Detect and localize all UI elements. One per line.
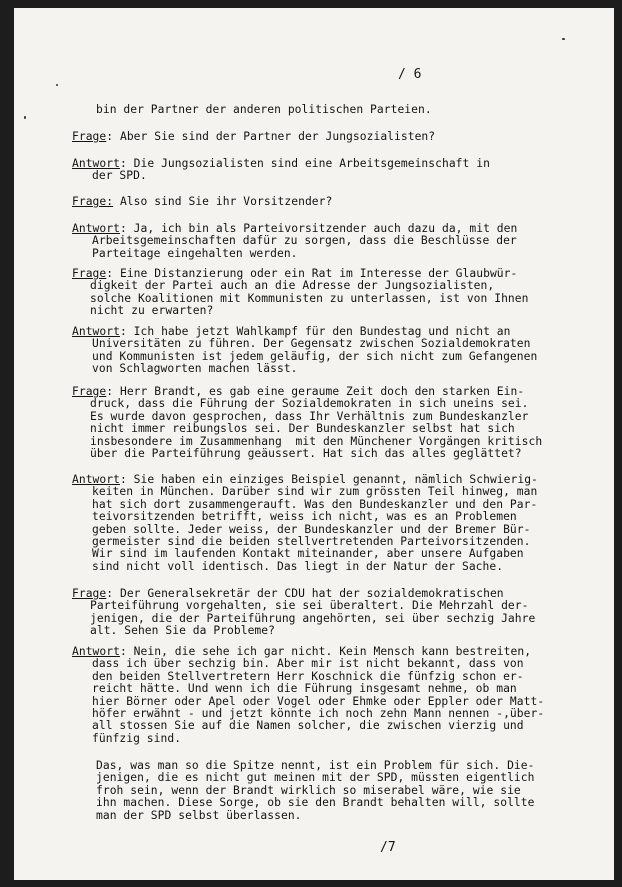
text-line: über die Parteiführung geäussert. Hat sich das alles geglättet? <box>90 447 522 461</box>
question-block <box>72 131 435 143</box>
question-block <box>72 196 332 208</box>
line-text: : Sie haben ein einziges Beispiel genannt, nämlich Schwierig- <box>119 473 538 486</box>
text-line: ihn machen. Diese Sorge, ob sie den Brandt behalten will, sollte <box>96 796 535 810</box>
answer-block <box>72 158 490 183</box>
text-line: froh sein, wenn der Brandt wirklich so miserabel wäre, wie sie <box>96 783 521 797</box>
answer-block <box>72 223 517 260</box>
line-text: : Herr Brandt, es gab eine geraume Zeit doch den starken Ein- <box>106 385 525 398</box>
text-line: Parteitage eingehalten werden. <box>92 246 298 260</box>
text-line: dass ich über sechzig bin. Aber mir ist nicht bekannt, dass von <box>92 657 524 671</box>
text-line: Es wurde davon gesprochen, dass Ihr Verhältnis zum Bundeskanzler <box>90 409 529 423</box>
text-line: druck, dass die Führung der Sozialdemokraten in sich uneins sei. <box>90 397 529 411</box>
page-number-top: / 6 <box>398 67 422 82</box>
line-text: : Der Generalsekretär der CDU hat der sozialdemokratischen <box>106 587 504 600</box>
speaker-label-frage: Frage <box>72 385 107 398</box>
speaker-label-frage: Frage: <box>72 195 114 208</box>
text-line: hat sich dort zusammengerauft. Was den Bundeskanzler und den Par- <box>92 497 538 511</box>
speaker-label-frage: Frage <box>72 267 107 280</box>
page-number-bottom: /7 <box>380 840 396 855</box>
text-line: und Kommunisten ist jedem geläufig, der sich nicht zum Gefangenen <box>92 349 538 363</box>
text-line: nicht immer reibungslos sei. Der Bundeskanzler selbst hat sich <box>90 422 515 436</box>
paragraph-block <box>96 760 534 822</box>
line-text: Also sind Sie ihr Vorsitzender? <box>113 195 333 208</box>
line-text: : Aber Sie sind der Partner der Jungsozialisten? <box>106 130 436 143</box>
text-line: von Schlagworten machen lässt. <box>92 362 298 376</box>
text-line: Parteiführung vorgehalten, sie sei überaltert. Die Mehrzahl der- <box>90 599 529 613</box>
text-line: hier Börner oder Apel oder Vogel oder Ehmke oder Eppler oder Matt- <box>92 694 545 708</box>
text-line: fünfzig sind. <box>92 731 182 745</box>
scan-speck <box>562 38 565 40</box>
line-text: : Die Jungsozialisten sind eine Arbeitsgemeinschaft in <box>119 157 490 170</box>
speaker-label-frage: Frage <box>72 587 107 600</box>
speaker-label-antwort: Antwort <box>72 645 120 658</box>
text-line: insbesondere im Zusammenhang mit den Münchener Vorgängen kritisch <box>90 434 543 448</box>
text-line: Das, was man so die Spitze nennt, ist ein Problem für sich. Die- <box>96 759 535 772</box>
answer-block <box>72 474 538 573</box>
text-line: Universitäten zu führen. Der Gegensatz zwischen Sozialdemokraten <box>92 337 531 351</box>
answer-block <box>72 646 544 745</box>
scan-speck <box>24 116 26 119</box>
text-line: all stossen Sie auf die Namen solcher, die zwischen vierzig und <box>92 719 524 733</box>
text-line: bin der Partner der anderen politischen Parteien. <box>96 103 432 116</box>
text-line: den beiden Stellvertretern Herr Koschnick die fünfzig schon er- <box>92 669 524 683</box>
answer-block <box>72 326 537 376</box>
speaker-label-frage: Frage <box>72 130 107 143</box>
text-line: der SPD. <box>92 169 147 183</box>
text-line: solche Koalitionen mit Kommunisten zu unterlassen, ist von Ihnen <box>90 291 529 305</box>
speaker-label-antwort: Antwort <box>72 222 120 235</box>
document-page <box>14 8 614 880</box>
question-block <box>72 268 528 318</box>
paragraph-block <box>96 104 432 116</box>
text-line: jenigen, die der Parteiführung angehörten, sei über sechzig Jahre <box>90 611 536 625</box>
text-line: nicht zu erwarten? <box>90 304 214 318</box>
line-text: : Ja, ich bin als Parteivorsitzender auch dazu da, mit den <box>119 222 518 235</box>
speaker-label-antwort: Antwort <box>72 473 120 486</box>
text-line: geben sollte. Jeder weiss, der Bundeskanzler und der Bremer Bür- <box>92 522 531 536</box>
text-line: reicht hätte. Und wenn ich die Führung insgesamt nehme, ob man <box>92 682 517 696</box>
line-text: : Ich habe jetzt Wahlkampf für den Bundestag und nicht an <box>119 325 511 338</box>
speaker-label-antwort: Antwort <box>72 157 120 170</box>
text-line: teivorsitzenden betrifft, weiss ich nicht, was es an Problemen <box>92 510 517 524</box>
text-line: germeister sind die beiden stellvertretenden Parteivorsitzenden. <box>92 535 531 549</box>
speaker-label-antwort: Antwort <box>72 325 120 338</box>
text-line: alt. Sehen Sie da Probleme? <box>90 624 275 638</box>
text-line <box>72 131 435 143</box>
line-text: : Eine Distanzierung oder ein Rat im Interesse der Glaubwür- <box>106 267 518 280</box>
text-line: man der SPD selbst überlassen. <box>96 808 302 822</box>
text-line: sind nicht voll identisch. Das liegt in der Natur der Sache. <box>92 559 504 573</box>
text-line: Arbeitsgemeinschaften dafür zu sorgen, dass die Beschlüsse der <box>92 234 517 248</box>
text-line <box>72 196 332 208</box>
text-line: jenigen, die es nicht gut meinen mit der SPD, müssten eigentlich <box>96 771 535 785</box>
scan-speck <box>56 84 58 86</box>
text-line: keiten in München. Darüber sind wir zum grössten Teil hinweg, man <box>92 485 538 499</box>
line-text: : Nein, die sehe ich gar nicht. Kein Mensch kann bestreiten, <box>119 645 532 658</box>
text-line: höfer erwähnt - und jetzt könnte ich noch zehn Mann nennen -,über- <box>92 707 545 721</box>
question-block <box>72 386 542 460</box>
text-line: digkeit der Partei auch an die Adresse der Jungsozialisten, <box>90 279 495 293</box>
question-block <box>72 588 535 638</box>
text-line: Wir sind im laufenden Kontakt miteinander, aber unsere Aufgaben <box>92 547 524 561</box>
